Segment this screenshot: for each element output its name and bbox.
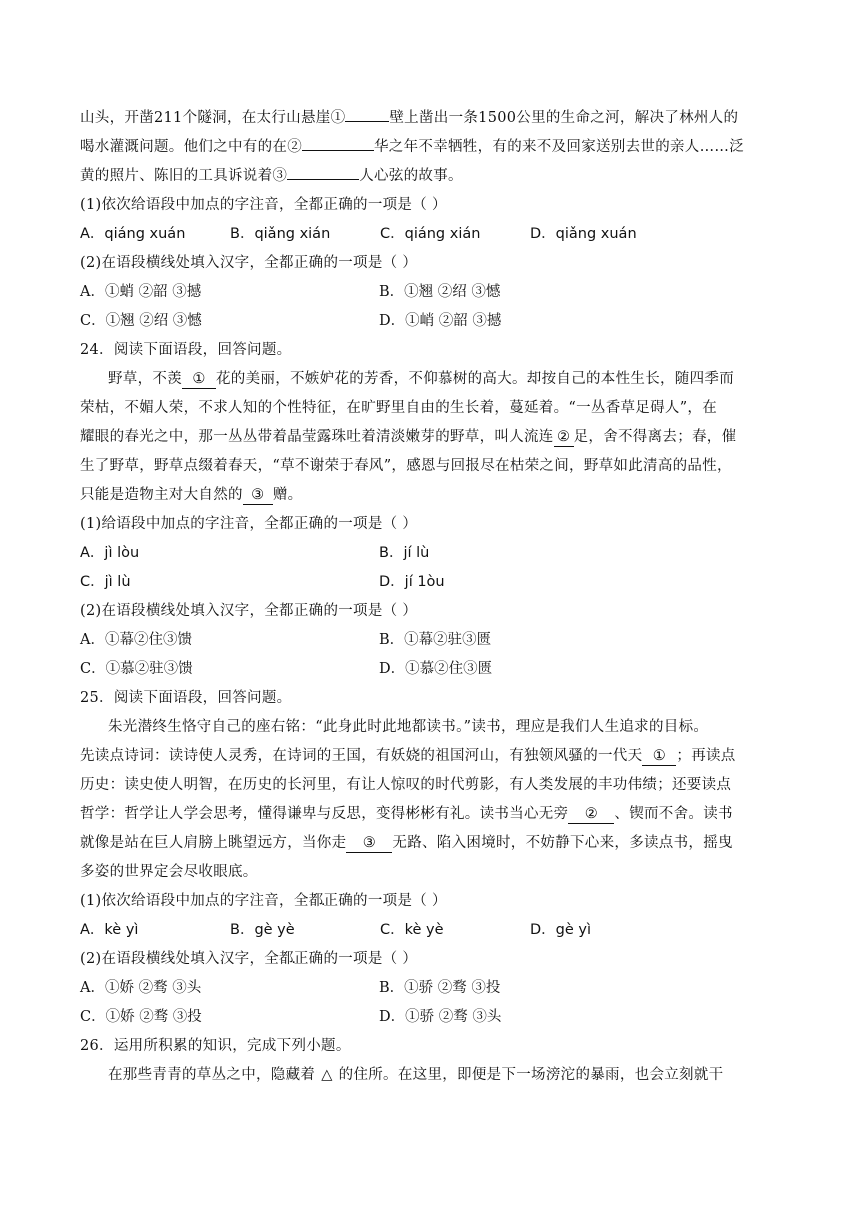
- option-d[interactable]: D．gè yì: [530, 922, 592, 938]
- option-c[interactable]: C．jì lù: [80, 574, 131, 590]
- passage-line: 野草，不羡 ① 花的美丽，不嫉妒花的芳香，不仰慕树的高大。却按自己的本性生长，随四季而: [108, 371, 734, 387]
- option-b[interactable]: B．①幕②驻③匮: [379, 632, 492, 648]
- option-c[interactable]: C．①翘 ②绍 ③憾: [80, 313, 202, 329]
- fill-blank: [345, 121, 389, 122]
- passage-line: 黄的照片、陈旧的工具诉说着③ 人心弦的故事。: [80, 168, 463, 184]
- passage-line: 就像是站在巨人肩膀上眺望远方，当你走 ③ 无路、陷入困境时，不妨静下心来，多读点书，摇曳: [80, 835, 733, 851]
- question-stem: (1)依次给语段中加点的字注音，全都正确的一项是（ ）: [80, 197, 447, 213]
- passage-line: 喝水灌溉问题。他们之中有的在② 华之年不幸牺牲，有的来不及回家送别去世的亲人……泛: [80, 139, 744, 155]
- passage-line: 历史：读史使人明智，在历史的长河里，有让人惊叹的时代剪影，有人类发展的丰功伟绩；还要读点: [80, 777, 732, 793]
- dotted-char: 弦: [388, 168, 404, 184]
- option-d[interactable]: D．①骄 ②骛 ③头: [379, 1009, 502, 1025]
- fill-blank: ③: [243, 486, 273, 505]
- passage-line: 多姿的世界定会尽收眼底。: [80, 864, 258, 880]
- passage-line: 只能是造物主对大自然的 ③ 赠。: [80, 487, 303, 503]
- answer-options: [80, 220, 782, 249]
- answer-options: [80, 916, 782, 945]
- passage-line: 朱光潜终生恪守自己的座右铭：“此身此时此地都读书。”读书，理应是我们人生追求的目标。: [108, 719, 709, 735]
- answer-options: [80, 626, 782, 655]
- option-b[interactable]: B．jí lù: [379, 545, 430, 561]
- option-a[interactable]: A．qiáng xuán: [80, 226, 186, 242]
- passage-line: 在那些青青的草丛之中，隐藏着 △ 的住所。在这里，即便是下一场滂沱的暴雨，也会立刻就干: [108, 1067, 724, 1083]
- answer-options: [80, 539, 782, 568]
- option-a[interactable]: A．①幕②住③馈: [80, 632, 192, 648]
- question-title: 25．阅读下面语段，回答问题。: [80, 690, 292, 706]
- fill-blank: [287, 179, 359, 180]
- option-d[interactable]: D．①峭 ②韶 ③撼: [379, 313, 502, 329]
- passage-line: 生了野草，野草点缀着春天，“草不谢荣于春风”，感恩与回报尽在枯荣之间，野草如此清高的品性，: [80, 458, 732, 474]
- option-a[interactable]: A．①娇 ②骛 ③头: [80, 980, 202, 996]
- passage-line: 荣枯，不媚人荣，不求人知的个性特征，在旷野里自由的生长着，蔓延着。“一丛香草足碍人”，在: [80, 400, 718, 416]
- question-stem: (2)在语段横线处填入汉字，全都正确的一项是（ ）: [80, 255, 418, 271]
- fill-blank: [302, 150, 374, 151]
- question-stem: (2)在语段横线处填入汉字，全都正确的一项是（ ）: [80, 603, 418, 619]
- option-a[interactable]: A．jì lòu: [80, 545, 140, 561]
- question-stem: (1)依次给语段中加点的字注音，全都正确的一项是（ ）: [80, 893, 447, 909]
- fill-blank: ②: [568, 805, 614, 824]
- passage-line: 哲学：哲学让人学会思考，懂得谦卑与反思，变得彬彬有礼。读书当心无旁 ② 、锲而不舍。读书: [80, 806, 733, 822]
- question-stem: (1)给语段中加点的字注音，全都正确的一项是（ ）: [80, 516, 418, 532]
- document-page: [80, 104, 782, 1090]
- option-c[interactable]: C．①娇 ②骛 ③投: [80, 1009, 202, 1025]
- triangle-icon: △: [321, 1067, 333, 1083]
- answer-options: [80, 655, 782, 684]
- fill-blank: ①: [182, 370, 216, 389]
- option-d[interactable]: D．qiǎng xuán: [530, 226, 637, 242]
- answer-options: [80, 568, 782, 597]
- passage-line: 山头，开凿211个隧洞，在太行山悬崖① 壁上凿出一条1500公里的生命之河，解决了林州人的: [80, 110, 739, 126]
- question-stem: (2)在语段横线处填入汉字，全都正确的一项是（ ）: [80, 951, 418, 967]
- answer-options: [80, 278, 782, 307]
- option-b[interactable]: B．①骄 ②骛 ③投: [379, 980, 501, 996]
- question-title: 24．阅读下面语段，回答问题。: [80, 342, 292, 358]
- option-a[interactable]: A．①蛸 ②韶 ③撼: [80, 284, 202, 300]
- answer-options: [80, 1003, 782, 1032]
- question-title: 26．运用所积累的知识，完成下列小题。: [80, 1038, 351, 1054]
- option-b[interactable]: B．qiǎng xián: [230, 226, 331, 242]
- passage-line: 耀眼的春光之中，那一丛丛带着晶莹露珠吐着清淡嫩芽的野草，叫人流连 ② 足，舍不得离去；春，催: [80, 429, 737, 445]
- option-c[interactable]: C．①慕②驻③馈: [80, 661, 193, 677]
- option-b[interactable]: B．①翘 ②绍 ③憾: [379, 284, 501, 300]
- option-d[interactable]: D．jí 1òu: [379, 574, 445, 590]
- option-c[interactable]: C．kè yè: [380, 922, 444, 938]
- fill-blank: ①: [642, 747, 676, 766]
- fill-blank: ②: [554, 428, 574, 447]
- answer-options: [80, 974, 782, 1003]
- dotted-phrase: 全都正确: [264, 951, 324, 967]
- dotted-phrase: 全都正确: [293, 893, 354, 909]
- option-b[interactable]: B．gè yè: [230, 922, 295, 938]
- option-c[interactable]: C．qiáng xián: [380, 226, 481, 242]
- option-a[interactable]: A．kè yì: [80, 922, 139, 938]
- answer-options: [80, 307, 782, 336]
- passage-line: 先读点诗词：读诗使人灵秀，在诗词的王国，有妖娆的祖国河山，有独领风骚的一代天 ① ；再读点: [80, 748, 736, 764]
- option-d[interactable]: D．①慕②住③匮: [379, 661, 493, 677]
- fill-blank: ③: [346, 834, 392, 853]
